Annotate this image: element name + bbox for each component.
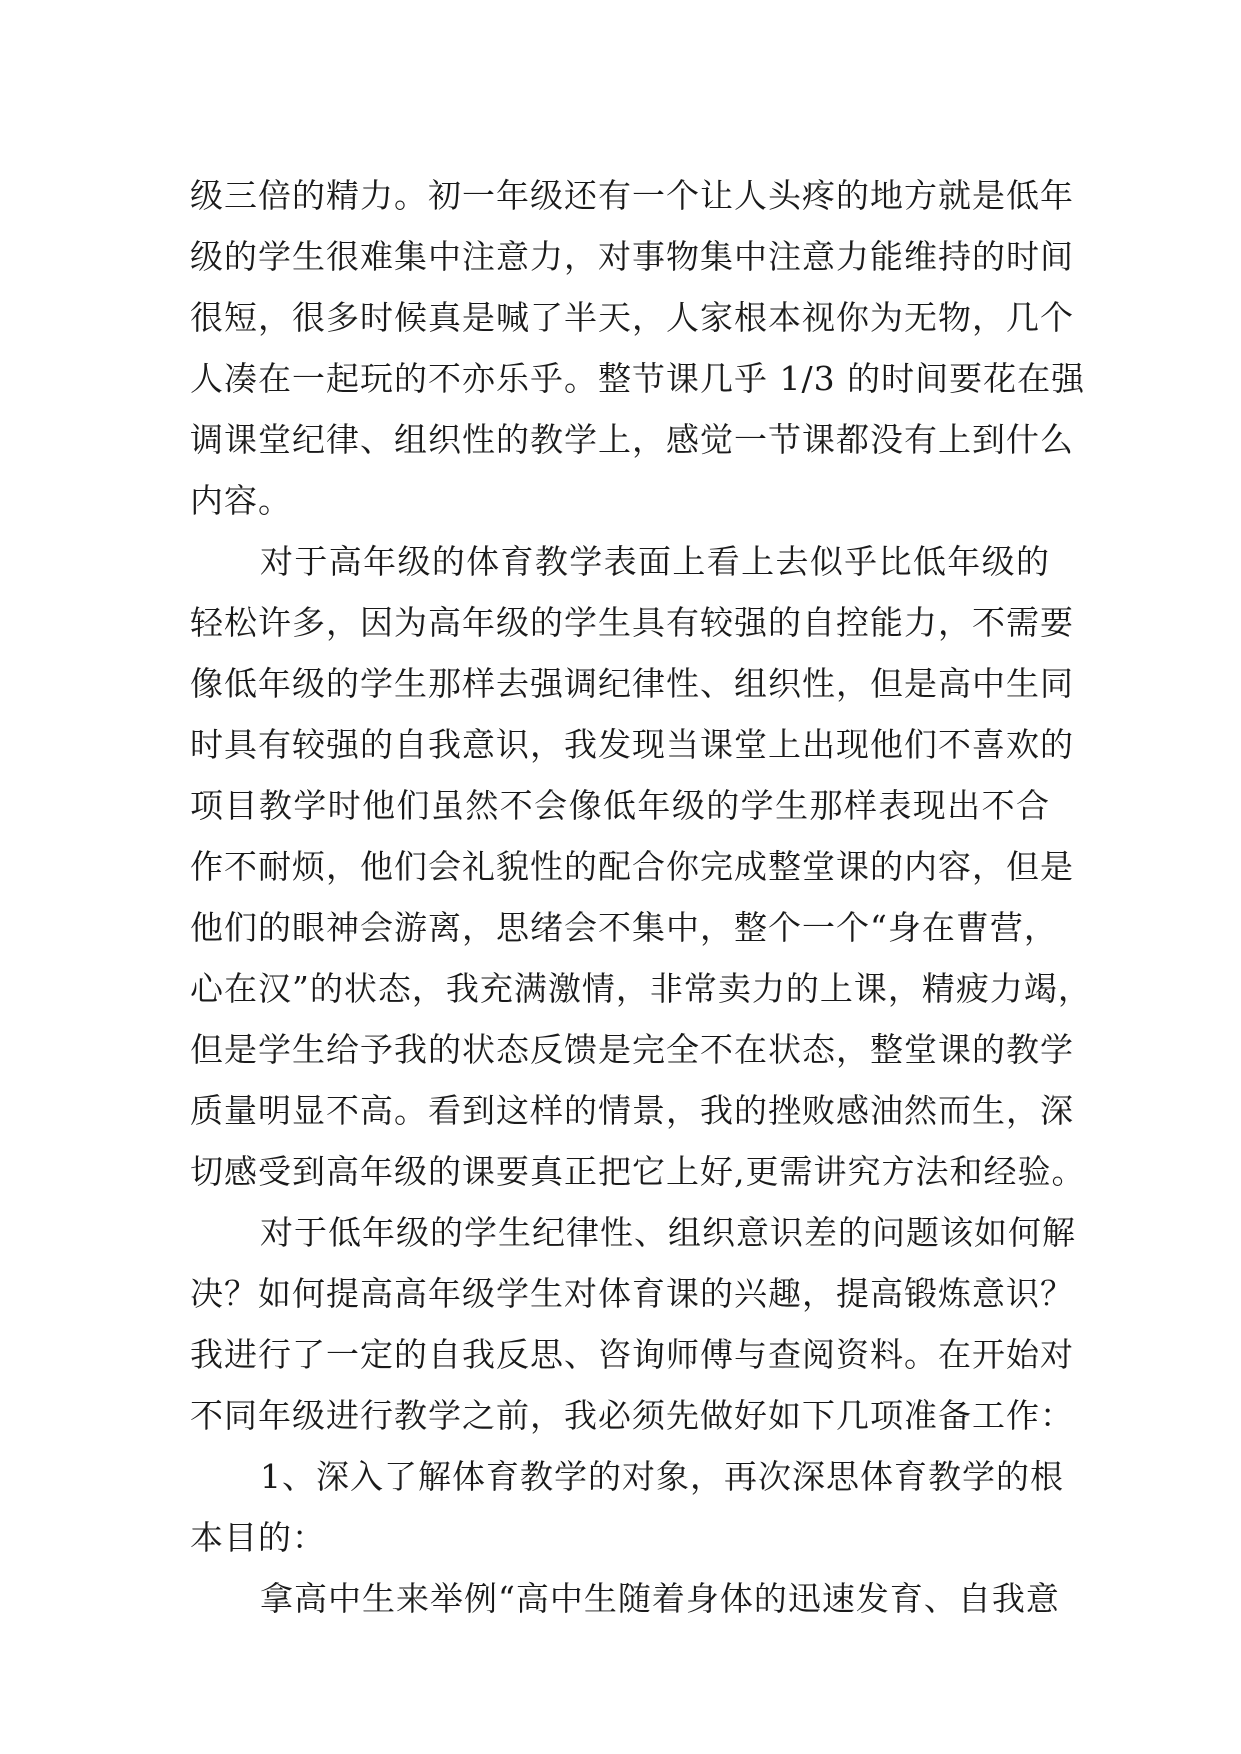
text-line: 对于高年级的体育教学表面上看上去似乎比低年级的 (260, 542, 1050, 581)
text-line: 像低年级的学生那样去强调纪律性、组织性，但是高中生同 (190, 664, 1074, 703)
text-line: 拿高中生来举例“高中生随着身体的迅速发育、自我意 (260, 1579, 1060, 1618)
text-line: 但是学生给予我的状态反馈是完全不在状态，整堂课的教学 (190, 1030, 1074, 1069)
text-line: 内容。 (190, 481, 292, 520)
body-text (190, 165, 1092, 1629)
text-line: 作不耐烦，他们会礼貌性的配合你完成整堂课的内容，但是 (190, 847, 1074, 886)
text-line: 级的学生很难集中注意力，对事物集中注意力能维持的时间 (190, 237, 1074, 276)
text-line: 我进行了一定的自我反思、咨询师傅与查阅资料。在开始对 (190, 1335, 1074, 1374)
text-line: 本目的： (190, 1518, 326, 1557)
text-line: 决？如何提高高年级学生对体育课的兴趣，提高锻炼意识？ (190, 1274, 1074, 1313)
text-line: 很短，很多时候真是喊了半天，人家根本视你为无物，几个 (190, 298, 1074, 337)
text-line: 切感受到高年级的课要真正把它上好,更需讲究方法和经验。 (190, 1152, 1086, 1191)
text-line: 人凑在一起玩的不亦乐乎。整节课几乎 1/3 的时间要花在强 (190, 359, 1086, 398)
text-line: 不同年级进行教学之前，我必须先做好如下几项准备工作： (190, 1396, 1074, 1435)
text-line: 心在汉”的状态，我充满激情，非常卖力的上课，精疲力竭， (190, 969, 1092, 1008)
text-line: 时具有较强的自我意识，我发现当课堂上出现他们不喜欢的 (190, 725, 1074, 764)
text-line: 调课堂纪律、组织性的教学上，感觉一节课都没有上到什么 (190, 420, 1074, 459)
text-line: 质量明显不高。看到这样的情景，我的挫败感油然而生，深 (190, 1091, 1074, 1130)
text-line: 1、深入了解体育教学的对象，再次深思体育教学的根 (260, 1457, 1064, 1496)
text-line: 级三倍的精力。初一年级还有一个让人头疼的地方就是低年 (190, 176, 1074, 215)
text-line: 他们的眼神会游离，思绪会不集中，整个一个“身在曹营， (190, 908, 1058, 947)
text-line: 项目教学时他们虽然不会像低年级的学生那样表现出不合 (190, 786, 1050, 825)
text-line: 对于低年级的学生纪律性、组织意识差的问题该如何解 (260, 1213, 1076, 1252)
text-line: 轻松许多，因为高年级的学生具有较强的自控能力，不需要 (190, 603, 1074, 642)
